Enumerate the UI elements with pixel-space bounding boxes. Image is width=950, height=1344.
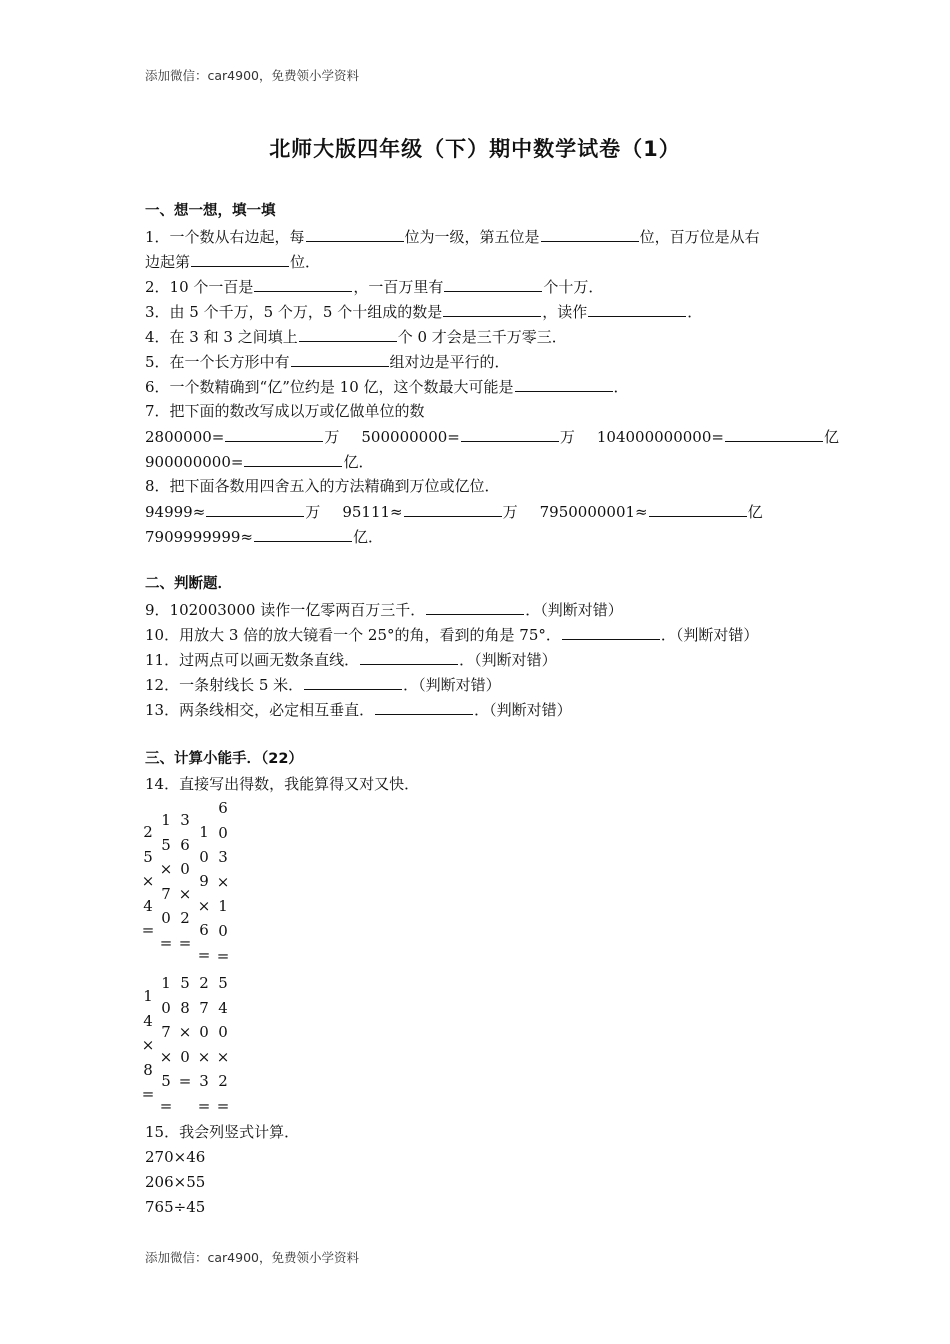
expr-char: 0 [218, 823, 228, 842]
q1-text-c: 位，百万位是从右 [639, 228, 760, 246]
expr-char: × [178, 1023, 192, 1042]
answer-blank[interactable] [515, 376, 613, 392]
expr-char: = [216, 1096, 230, 1115]
q1-text-e: 位． [290, 253, 321, 271]
judge-suffix: ．（判断对错） [660, 626, 759, 644]
expr-char: = [178, 1072, 192, 1091]
q6-text-a: 6．一个数精确到“亿”位约是 10 亿，这个数最大可能是 [145, 378, 514, 396]
q2-text-b: ，一百万里有 [353, 278, 444, 296]
q3-text-b: ，读作 [542, 303, 588, 321]
answer-blank[interactable] [375, 699, 473, 715]
judge-suffix: ．（判断对错） [525, 601, 623, 619]
expr-char: 5 [143, 847, 153, 866]
question-15: 15．我会列竖式计算． [145, 1123, 300, 1141]
expr-char: 8 [180, 998, 190, 1017]
expr-char: 4 [218, 998, 228, 1017]
question-7-row-1 [145, 426, 839, 447]
expr-2-5 [216, 971, 230, 1119]
expr-char: 3 [218, 848, 228, 867]
q10-text: 10．用放大 3 倍的放大镜看一个 25°的角，看到的角是 75°． [145, 626, 561, 644]
footer-note: 添加微信：car4900，免费领小学资料 [145, 1250, 359, 1265]
expr-char: 7 [161, 1023, 171, 1042]
header-note: 添加微信：car4900，免费领小学资料 [145, 68, 359, 83]
expr-char: 3 [180, 811, 190, 829]
q3-text-c: ． [687, 303, 703, 321]
q11-text: 11．过两点可以画无数条直线． [145, 651, 360, 669]
expr-char: 3 [199, 1072, 209, 1091]
question-12 [145, 674, 501, 695]
question-7-row-2 [145, 451, 373, 472]
expr-char: 1 [161, 974, 171, 992]
answer-blank[interactable] [444, 276, 542, 292]
expr-char: 0 [161, 998, 171, 1017]
answer-blank[interactable] [191, 251, 289, 267]
q13-text: 13．两条线相交，必定相互垂直． [145, 701, 375, 719]
answer-blank[interactable] [404, 501, 502, 517]
expr-char: × [141, 1036, 155, 1055]
expr-char: 9 [199, 872, 209, 891]
q7-unit-4: 亿． [343, 453, 374, 471]
expr-1-1 [141, 820, 155, 943]
question-4 [145, 326, 567, 347]
q7-num-4: 900000000= [145, 453, 244, 471]
expr-char: 1 [218, 897, 228, 916]
expr-char: = [178, 933, 192, 952]
expr-char: 5 [180, 974, 190, 992]
expr-char: × [197, 896, 211, 915]
question-6 [145, 376, 629, 397]
q8-unit-3: 亿 [747, 503, 763, 521]
answer-blank[interactable] [304, 674, 402, 690]
expr-char: 6 [199, 921, 209, 940]
judge-suffix: ．（判断对错） [474, 701, 572, 719]
answer-blank[interactable] [541, 226, 639, 242]
q9-text: 9．102003000 读作一亿零两百万三千． [145, 601, 426, 619]
answer-blank[interactable] [588, 301, 686, 317]
question-8-row-2 [145, 526, 383, 547]
q7-num-2: 500000000= [361, 428, 460, 446]
expr-char: 6 [180, 835, 190, 854]
page-title: 北师大版四年级（下）期中数学试卷（1） [269, 137, 681, 161]
expr-char: 0 [199, 1023, 209, 1042]
section-1-heading: 一、想一想，填一填 [145, 203, 276, 219]
expr-2-1 [141, 984, 155, 1107]
question-9 [145, 599, 623, 620]
question-11 [145, 649, 557, 670]
expr-char: 2 [180, 909, 190, 928]
q7-num-1: 2800000= [145, 428, 225, 446]
expr-char: = [216, 946, 230, 965]
expr-2-4 [197, 971, 211, 1119]
q7-num-3: 104000000000= [596, 428, 724, 446]
expr-char: 5 [218, 974, 228, 992]
section-2-heading: 二、判断题． [145, 576, 232, 592]
q8-num-3: 7950000001≈ [539, 503, 648, 521]
expr-char: 4 [143, 896, 153, 915]
answer-blank[interactable] [254, 526, 352, 542]
question-5 [145, 351, 510, 372]
expr-char: 5 [161, 835, 171, 854]
expr-char: 7 [199, 998, 209, 1017]
answer-blank[interactable] [291, 351, 389, 367]
q6-text-b: ． [613, 378, 629, 396]
q4-text-b: 个 0 才会是三千万零三． [397, 328, 567, 346]
judge-suffix: ．（判断对错） [403, 676, 501, 694]
expr-char: 4 [143, 1011, 153, 1030]
answer-blank[interactable] [244, 451, 342, 467]
answer-blank[interactable] [206, 501, 304, 517]
question-7: 7．把下面的数改写成以万或亿做单位的数 [145, 402, 425, 420]
expr-char: 6 [218, 799, 228, 817]
answer-blank[interactable] [225, 426, 323, 442]
question-8: 8．把下面各数用四舍五入的方法精确到万位或亿位． [145, 477, 500, 495]
answer-blank[interactable] [461, 426, 559, 442]
expr-char: 1 [143, 987, 153, 1005]
question-13 [145, 699, 572, 720]
calc-3: 765÷45 [145, 1198, 206, 1216]
answer-blank[interactable] [306, 226, 404, 242]
expr-char: × [141, 872, 155, 891]
q4-text-a: 4．在 3 和 3 之间填上 [145, 328, 298, 346]
expr-1-2 [159, 808, 173, 956]
q5-text-a: 5．在一个长方形中有 [145, 353, 290, 371]
expr-char: = [141, 1085, 155, 1104]
question-3 [145, 301, 702, 322]
expr-char: × [216, 1047, 230, 1066]
q2-text-c: 个十万． [543, 278, 604, 296]
q8-num-4: 7909999999≈ [145, 528, 254, 546]
question-1-cont [145, 251, 320, 272]
question-8-row-1 [145, 501, 763, 522]
answer-blank[interactable] [426, 599, 524, 615]
expr-1-4 [197, 820, 211, 968]
expr-1-5 [216, 796, 230, 968]
expr-char: 5 [161, 1072, 171, 1091]
answer-blank[interactable] [360, 649, 458, 665]
q8-unit-2: 万 [502, 503, 518, 521]
expr-char: = [159, 933, 173, 952]
expr-char: 2 [199, 974, 209, 992]
question-14: 14．直接写出得数，我能算得又对又快． [145, 775, 420, 793]
expr-char: 0 [218, 1023, 228, 1042]
calc-1: 270×46 [145, 1148, 206, 1166]
q5-text-b: 组对边是平行的． [389, 353, 510, 371]
expr-char: 0 [180, 1047, 190, 1066]
q8-num-1: 94999≈ [145, 503, 206, 521]
q7-unit-1: 万 [324, 428, 340, 446]
expr-char: 0 [161, 909, 171, 928]
expr-char: × [159, 1047, 173, 1066]
q8-unit-1: 万 [305, 503, 321, 521]
q12-text: 12．一条射线长 5 米． [145, 676, 304, 694]
q3-text-a: 3．由 5 个千万，5 个万，5 个十组成的数是 [145, 303, 443, 321]
question-2 [145, 276, 603, 297]
expr-2-2 [159, 971, 173, 1119]
expr-char: 2 [218, 1072, 228, 1091]
expr-char: = [159, 1096, 173, 1115]
expr-char: = [141, 921, 155, 940]
answer-blank[interactable] [299, 326, 397, 342]
q1-text-a: 1．一个数从右边起，每 [145, 228, 305, 246]
q7-unit-3: 亿 [823, 428, 839, 446]
expr-char: × [178, 884, 192, 903]
expr-char: 1 [161, 811, 171, 829]
q7-unit-2: 万 [559, 428, 575, 446]
q2-text-a: 2．10 个一百是 [145, 278, 254, 296]
expr-char: × [159, 860, 173, 879]
expr-1-3 [178, 808, 192, 956]
expr-char: 8 [143, 1060, 153, 1079]
q8-num-2: 95111≈ [342, 503, 403, 521]
judge-suffix: ．（判断对错） [459, 651, 557, 669]
answer-blank[interactable] [443, 301, 541, 317]
calc-2: 206×55 [145, 1173, 206, 1191]
expr-char: × [197, 1047, 211, 1066]
answer-blank[interactable] [254, 276, 352, 292]
q1-text-d: 边起第 [145, 253, 191, 271]
question-10 [145, 624, 758, 645]
answer-blank[interactable] [562, 624, 660, 640]
expr-char: 1 [199, 823, 209, 841]
expr-char: 0 [218, 921, 228, 940]
answer-blank[interactable] [725, 426, 823, 442]
q8-unit-4: 亿． [353, 528, 384, 546]
q1-text-b: 位为一级，第五位是 [404, 228, 540, 246]
expr-char: 0 [199, 847, 209, 866]
answer-blank[interactable] [649, 501, 747, 517]
expr-char: 7 [161, 884, 171, 903]
expr-char: 2 [143, 823, 153, 841]
section-3-heading: 三、计算小能手．（22） [145, 751, 303, 767]
expr-char: × [216, 872, 230, 891]
question-1 [145, 226, 760, 247]
expr-2-3 [178, 971, 192, 1094]
expr-char: = [197, 945, 211, 964]
expr-char: 0 [180, 860, 190, 879]
expr-char: = [197, 1096, 211, 1115]
